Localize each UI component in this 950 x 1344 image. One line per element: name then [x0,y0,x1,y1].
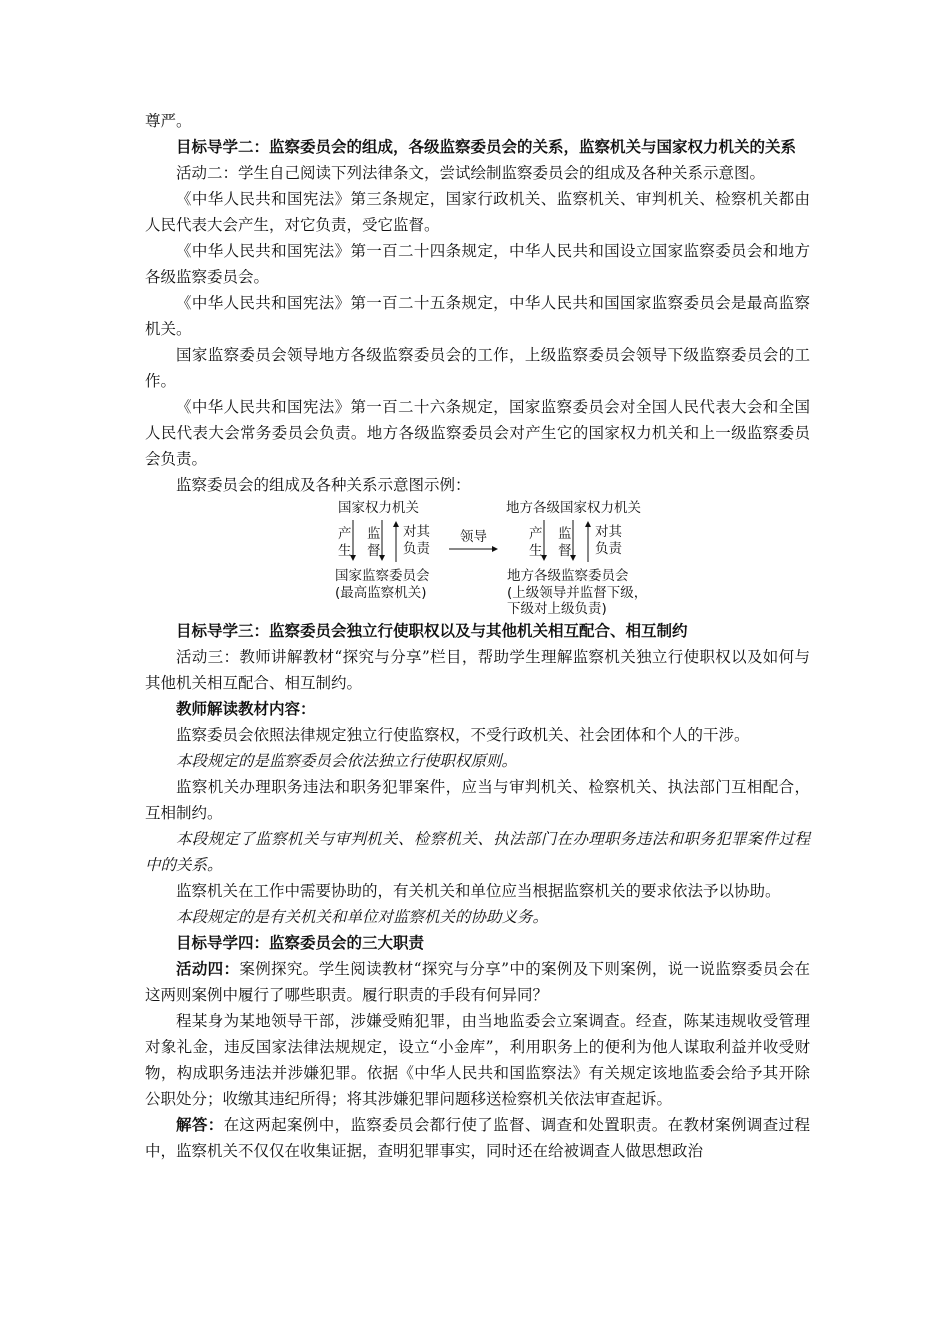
node-local-power: 地方各级国家权力机关 [506,500,641,516]
paragraph: 《中华人民共和国宪法》第一百二十六条规定，国家监察委员会对全国人民代表大会和全国人民代表大会常务委员会负责。地方各级监察委员会对产生它的国家权力机关和上一级监察委员会负责。 [145,398,810,468]
label-responsible: 对其 [595,524,622,540]
activity-3: 活动三：教师讲解教材“探究与分享”栏目，帮助学生理解监察机关独立行使职权以及如何与其他机关相互配合、相互制约。 [145,648,810,692]
relationship-diagram [145,498,810,618]
activity-4-label: 活动四： [176,959,240,978]
quote: 监察机关在工作中需要协助的，有关机关和单位应当根据监察机关的要求依法予以协助。 [176,882,781,900]
node-local-commission: 地方各级监察委员会 [507,568,629,584]
paragraph: 监察委员会的组成及各种关系示意图示例： [176,476,471,494]
label-lead: 领导 [460,529,487,545]
activity-2: 活动二：学生自己阅读下列法律条文，尝试绘制监察委员会的组成及各种关系示意图。 [176,164,766,182]
explanation: 本段规定的是有关机关和单位对监察机关的协助义务。 [176,908,549,926]
node-local-commission-note: 下级对上级负责) [507,601,607,617]
answer [145,1112,810,1164]
explanation: 本段规定的是监察委员会依法独立行使职权原则。 [176,752,518,770]
paragraph: 《中华人民共和国宪法》第一百二十五条规定，中华人民共和国国家监察委员会是最高监察机关。 [145,294,810,338]
case-paragraph: 程某身为某地领导干部，涉嫌受贿犯罪，由当地监委会立案调查。经查，陈某违规收受管理对象礼金，违反国家法律法规规定，设立“小金库”，利用职务上的便利为他人谋取利益并收受财物，构成职务违法并涉嫌犯罪。依据《中华人民共和国监察法》有关规定该地监委会给予其开除公职处分；收缴其违纪所得；将其涉嫌犯罪问题移送检察机关依法审查起诉。 [145,1012,810,1108]
paragraph: 国家监察委员会领导地方各级监察委员会的工作，上级监察委员会领导下级监察委员会的工作。 [145,346,810,390]
label-produce: 产生 [529,526,543,559]
label-supervise: 监督 [367,526,381,559]
section-heading-3: 目标导学三：监察委员会独立行使职权以及与其他机关相互配合、相互制约 [176,621,688,640]
quote: 监察委员会依照法律规定独立行使监察权，不受行政机关、社会团体和个人的干涉。 [176,726,750,744]
section-heading-2: 目标导学二：监察委员会的组成，各级监察委员会的关系，监察机关与国家权力机关的关系 [176,137,797,156]
section-heading-4: 目标导学四：监察委员会的三大职责 [176,933,425,952]
paragraph: 《中华人民共和国宪法》第一百二十四条规定，中华人民共和国设立国家监察委员会和地方各级监察委员会。 [145,242,810,286]
label-responsible: 负责 [595,541,622,557]
label-responsible: 对其 [403,524,430,540]
activity-4-text: 案例探究。学生阅读教材“探究与分享”中的案例及下则案例，说一说监察委员会在这两则案例中履行了哪些职责。履行职责的手段有何异同？ [145,960,810,1004]
diagram-arrows [145,498,810,618]
answer-text: 在这两起案例中，监察委员会都行使了监督、调查和处置职责。在教材案例调查过程中，监察机关不仅仅在收集证据，查明犯罪事实，同时还在给被调查人做思想政治 [145,1116,810,1160]
document-page [145,108,810,1164]
answer-label: 解答： [176,1115,224,1134]
activity-4 [145,956,810,1008]
node-national-commission: 国家监察委员会 [335,568,430,584]
label-produce: 产生 [338,526,352,559]
explanation: 本段规定了监察机关与审判机关、检察机关、执法部门在办理职务违法和职务犯罪案件过程中的关系。 [145,830,810,874]
paragraph: 尊严。 [145,112,192,130]
teacher-note-heading: 教师解读教材内容： [176,699,316,718]
node-state-power: 国家权力机关 [338,500,419,516]
label-responsible: 负责 [403,541,430,557]
node-national-commission-note: (最高监察机关) [335,585,427,601]
node-local-commission-note: (上级领导并监督下级， [507,585,648,601]
label-supervise: 监督 [558,526,572,559]
quote: 监察机关办理职务违法和职务犯罪案件，应当与审判机关、检察机关、执法部门互相配合，互相制约。 [145,778,810,822]
paragraph: 《中华人民共和国宪法》第三条规定，国家行政机关、监察机关、审判机关、检察机关都由人民代表大会产生，对它负责，受它监督。 [145,190,810,234]
